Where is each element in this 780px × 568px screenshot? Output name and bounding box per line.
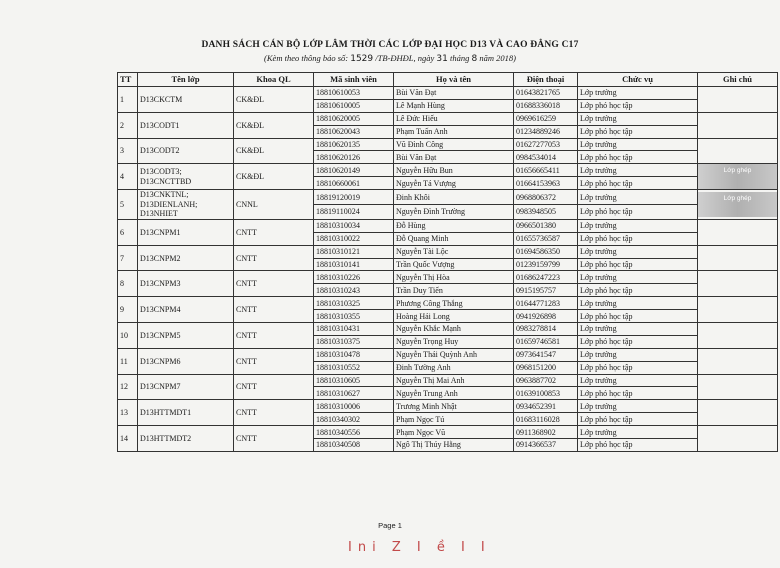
cell-full-name: Đinh Tường Anh <box>394 361 514 374</box>
table-row <box>118 374 778 387</box>
cell-note <box>698 426 778 452</box>
subtitle-suffix: năm 2018) <box>479 53 516 63</box>
cell-student-id: 18810310431 <box>314 322 394 335</box>
cell-role: Lớp phó học tập <box>578 361 698 374</box>
document-title: DANH SÁCH CÁN BỘ LỚP LÂM THỜI CÁC LỚP ĐẠI HỌC D13 VÀ CAO ĐẲNG C17 <box>201 40 579 50</box>
cell-student-id: 18810620135 <box>314 138 394 151</box>
cell-note <box>698 87 778 113</box>
cell-student-id: 18810310034 <box>314 219 394 232</box>
table-row <box>118 400 778 413</box>
cell-note <box>698 190 778 220</box>
cell-role: Lớp trưởng <box>578 400 698 413</box>
cell-class-name: D13CNPM4 <box>138 297 234 323</box>
cell-student-id: 18810310478 <box>314 348 394 361</box>
cell-phone: 01627277053 <box>514 138 578 151</box>
cell-tt: 10 <box>118 322 138 348</box>
cell-role: Lớp trưởng <box>578 297 698 310</box>
cell-full-name: Nguyễn Trọng Huy <box>394 335 514 348</box>
cell-phone: 0966501380 <box>514 219 578 232</box>
cell-faculty: CK&ĐL <box>234 87 314 113</box>
cell-student-id: 18810310121 <box>314 245 394 258</box>
cell-role: Lớp trưởng <box>578 164 698 177</box>
subtitle-mid: /TB-ĐHĐL, ngày <box>375 53 435 63</box>
cell-tt: 12 <box>118 374 138 400</box>
cell-student-id: 18810310627 <box>314 387 394 400</box>
cell-tt: 8 <box>118 271 138 297</box>
cell-full-name: Phạm Tuấn Anh <box>394 125 514 138</box>
cell-full-name: Trần Duy Tiến <box>394 284 514 297</box>
cell-student-id: 18810620043 <box>314 125 394 138</box>
cell-student-id: 18810340302 <box>314 413 394 426</box>
cell-class-name: D13HTTMDT1 <box>138 400 234 426</box>
cell-faculty: CNTT <box>234 374 314 400</box>
cell-full-name: Nguyễn Thị Hòa <box>394 271 514 284</box>
cell-student-id: 18810620005 <box>314 112 394 125</box>
cell-note <box>698 297 778 323</box>
cell-phone: 01659746581 <box>514 335 578 348</box>
cell-faculty: CNTT <box>234 322 314 348</box>
cell-role: Lớp trưởng <box>578 322 698 335</box>
cell-phone: 01639100853 <box>514 387 578 400</box>
cell-role: Lớp trưởng <box>578 219 698 232</box>
table-row <box>118 297 778 310</box>
cell-phone: 01239159799 <box>514 258 578 271</box>
cell-full-name: Nguyễn Trung Anh <box>394 387 514 400</box>
cell-faculty: CK&ĐL <box>234 164 314 190</box>
cell-tt: 4 <box>118 164 138 190</box>
cell-faculty: CNTT <box>234 219 314 245</box>
cell-phone: 0983948505 <box>514 205 578 220</box>
table-row <box>118 219 778 232</box>
cell-full-name: Phạm Ngọc Vũ <box>394 426 514 439</box>
handwritten-number: 1529 <box>350 54 374 64</box>
cell-phone: 0968151200 <box>514 361 578 374</box>
cell-class-name: D13CNPM7 <box>138 374 234 400</box>
cell-student-id: 18810620149 <box>314 164 394 177</box>
cell-tt: 7 <box>118 245 138 271</box>
table-row <box>118 348 778 361</box>
column-header: Chức vụ <box>578 73 698 87</box>
cell-note <box>698 348 778 374</box>
cell-full-name: Phạm Ngọc Tú <box>394 413 514 426</box>
cell-student-id: 18810310243 <box>314 284 394 297</box>
cell-student-id: 18810310325 <box>314 297 394 310</box>
cell-role: Lớp phó học tập <box>578 310 698 323</box>
column-header: Mã sinh viên <box>314 73 394 87</box>
column-header: Khoa QL <box>234 73 314 87</box>
cell-tt: 6 <box>118 219 138 245</box>
cell-note <box>698 112 778 138</box>
cell-tt: 11 <box>118 348 138 374</box>
cell-note <box>698 245 778 271</box>
cell-note <box>698 164 778 190</box>
cell-student-id: 18810310226 <box>314 271 394 284</box>
table-body <box>118 87 778 452</box>
cell-class-name: D13CKCTM <box>138 87 234 113</box>
cell-note <box>698 138 778 164</box>
column-header: Họ và tên <box>394 73 514 87</box>
cell-phone: 0934652391 <box>514 400 578 413</box>
table-row <box>118 190 778 205</box>
cell-phone: 01688336018 <box>514 99 578 112</box>
cell-student-id: 18810340556 <box>314 426 394 439</box>
cell-phone: 01694586350 <box>514 245 578 258</box>
cell-note <box>698 322 778 348</box>
cell-role: Lớp trưởng <box>578 348 698 361</box>
table-row <box>118 322 778 335</box>
cell-phone: 0968806372 <box>514 190 578 205</box>
cell-role: Lớp phó học tập <box>578 387 698 400</box>
roster-table <box>117 72 778 452</box>
page-number: Page 1 <box>378 521 402 530</box>
cell-role: Lớp trưởng <box>578 271 698 284</box>
cell-full-name: Vũ Đình Công <box>394 138 514 151</box>
column-header: Ghi chú <box>698 73 778 87</box>
cell-role: Lớp phó học tập <box>578 205 698 220</box>
cell-full-name: Nguyễn Hữu Bun <box>394 164 514 177</box>
cell-note <box>698 271 778 297</box>
cell-phone: 0915195757 <box>514 284 578 297</box>
cell-faculty: CNTT <box>234 271 314 297</box>
cell-faculty: CNNL <box>234 190 314 220</box>
subtitle-month-label: tháng <box>449 53 470 63</box>
cell-student-id: 18810310375 <box>314 335 394 348</box>
table-row <box>118 271 778 284</box>
cell-role: Lớp phó học tập <box>578 284 698 297</box>
cell-student-id: 18810310022 <box>314 232 394 245</box>
cell-phone: 01664153963 <box>514 177 578 190</box>
column-header: Tên lớp <box>138 73 234 87</box>
cell-phone: 01683116028 <box>514 413 578 426</box>
cell-phone: 01644771283 <box>514 297 578 310</box>
cell-class-name: D13CODT1 <box>138 112 234 138</box>
handwritten-day: 31 <box>436 54 448 64</box>
cell-tt: 13 <box>118 400 138 426</box>
cell-full-name: Bùi Văn Đạt <box>394 151 514 164</box>
cell-class-name: D13CNPM3 <box>138 271 234 297</box>
cell-full-name: Ngô Thị Thúy Hằng <box>394 438 514 451</box>
cell-class-name: D13HTTMDT2 <box>138 426 234 452</box>
table-header-row <box>118 73 778 87</box>
cell-tt: 2 <box>118 112 138 138</box>
cell-role: Lớp phó học tập <box>578 232 698 245</box>
note-badge: Lớp ghép <box>698 164 777 189</box>
cell-role: Lớp phó học tập <box>578 335 698 348</box>
document-subtitle <box>0 53 780 64</box>
cell-student-id: 18810310006 <box>314 400 394 413</box>
cell-student-id: 18810310605 <box>314 374 394 387</box>
cell-phone: 0941926898 <box>514 310 578 323</box>
table-row <box>118 112 778 125</box>
cell-full-name: Trương Minh Nhật <box>394 400 514 413</box>
cell-tt: 14 <box>118 426 138 452</box>
cell-note <box>698 219 778 245</box>
cell-faculty: CNTT <box>234 426 314 452</box>
cell-faculty: CNTT <box>234 400 314 426</box>
cell-full-name: Nguyễn Tài Lộc <box>394 245 514 258</box>
cell-role: Lớp trưởng <box>578 245 698 258</box>
cell-student-id: 18810310552 <box>314 361 394 374</box>
cell-role: Lớp phó học tập <box>578 99 698 112</box>
cell-class-name: D13CODT2 <box>138 138 234 164</box>
cell-role: Lớp trưởng <box>578 426 698 439</box>
cell-full-name: Đỗ Hùng <box>394 219 514 232</box>
cell-student-id: 18810620126 <box>314 151 394 164</box>
cell-faculty: CK&ĐL <box>234 112 314 138</box>
cell-phone: 01686247223 <box>514 271 578 284</box>
cell-phone: 0914366537 <box>514 438 578 451</box>
cell-phone: 01656665411 <box>514 164 578 177</box>
cell-faculty: CNTT <box>234 297 314 323</box>
cell-class-name: D13CNPM6 <box>138 348 234 374</box>
note-badge: Lớp ghép <box>698 192 777 217</box>
cell-role: Lớp phó học tập <box>578 413 698 426</box>
cell-student-id: 18819110024 <box>314 205 394 220</box>
table-row <box>118 138 778 151</box>
cell-full-name: Nguyễn Thái Quỳnh Anh <box>394 348 514 361</box>
cell-role: Lớp trưởng <box>578 374 698 387</box>
cell-tt: 1 <box>118 87 138 113</box>
cell-student-id: 18810310355 <box>314 310 394 323</box>
cell-full-name: Lê Mạnh Hùng <box>394 99 514 112</box>
cell-full-name: Nguyễn Tá Vượng <box>394 177 514 190</box>
table-row <box>118 164 778 177</box>
cell-full-name: Nguyễn Đình Trường <box>394 205 514 220</box>
cell-full-name: Hoàng Hải Long <box>394 310 514 323</box>
cell-tt: 3 <box>118 138 138 164</box>
cell-class-name: D13CNKTNL; D13DIENLANH; D13NHIET <box>138 190 234 220</box>
cell-role: Lớp trưởng <box>578 138 698 151</box>
cell-full-name: Bùi Văn Đạt <box>394 87 514 100</box>
cell-phone: 0973641547 <box>514 348 578 361</box>
table-row <box>118 426 778 439</box>
cell-full-name: Trần Quốc Vượng <box>394 258 514 271</box>
cell-role: Lớp trưởng <box>578 112 698 125</box>
table-row <box>118 87 778 100</box>
cell-phone: 0963887702 <box>514 374 578 387</box>
cell-role: Lớp phó học tập <box>578 151 698 164</box>
cell-phone: 01655736587 <box>514 232 578 245</box>
cell-phone: 0969616259 <box>514 112 578 125</box>
cell-full-name: Nguyễn Khắc Mạnh <box>394 322 514 335</box>
cell-tt: 5 <box>118 190 138 220</box>
cell-faculty: CNTT <box>234 348 314 374</box>
cell-full-name: Lê Đức Hiếu <box>394 112 514 125</box>
cell-role: Lớp trưởng <box>578 190 698 205</box>
cell-student-id: 18810340508 <box>314 438 394 451</box>
handwritten-month: 8 <box>471 54 478 64</box>
cell-role: Lớp phó học tập <box>578 177 698 190</box>
cell-role: Lớp phó học tập <box>578 258 698 271</box>
cell-phone: 01643821765 <box>514 87 578 100</box>
cell-role: Lớp phó học tập <box>578 125 698 138</box>
cell-student-id: 18810660061 <box>314 177 394 190</box>
cell-tt: 9 <box>118 297 138 323</box>
cell-class-name: D13CNPM2 <box>138 245 234 271</box>
cell-faculty: CNTT <box>234 245 314 271</box>
cell-full-name: Đinh Khôi <box>394 190 514 205</box>
cell-note <box>698 400 778 426</box>
cell-student-id: 18819120019 <box>314 190 394 205</box>
cell-full-name: Đỗ Quang Minh <box>394 232 514 245</box>
subtitle-prefix: (Kèm theo thông báo số: <box>264 53 349 63</box>
column-header: TT <box>118 73 138 87</box>
cell-student-id: 18810610053 <box>314 87 394 100</box>
cell-class-name: D13CODT3; D13CNCTTBD <box>138 164 234 190</box>
cell-class-name: D13CNPM1 <box>138 219 234 245</box>
cell-faculty: CK&ĐL <box>234 138 314 164</box>
cell-note <box>698 374 778 400</box>
handwritten-mark: Ini Z I ề I I <box>348 540 491 555</box>
cell-phone: 01234889246 <box>514 125 578 138</box>
cell-full-name: Nguyễn Thị Mai Anh <box>394 374 514 387</box>
cell-student-id: 18810610005 <box>314 99 394 112</box>
cell-role: Lớp trưởng <box>578 87 698 100</box>
cell-phone: 0984534014 <box>514 151 578 164</box>
table-row <box>118 245 778 258</box>
cell-student-id: 18810310141 <box>314 258 394 271</box>
cell-phone: 0983278814 <box>514 322 578 335</box>
cell-phone: 0911368902 <box>514 426 578 439</box>
cell-role: Lớp phó học tập <box>578 438 698 451</box>
cell-class-name: D13CNPM5 <box>138 322 234 348</box>
cell-full-name: Phương Công Thắng <box>394 297 514 310</box>
column-header: Điện thoại <box>514 73 578 87</box>
